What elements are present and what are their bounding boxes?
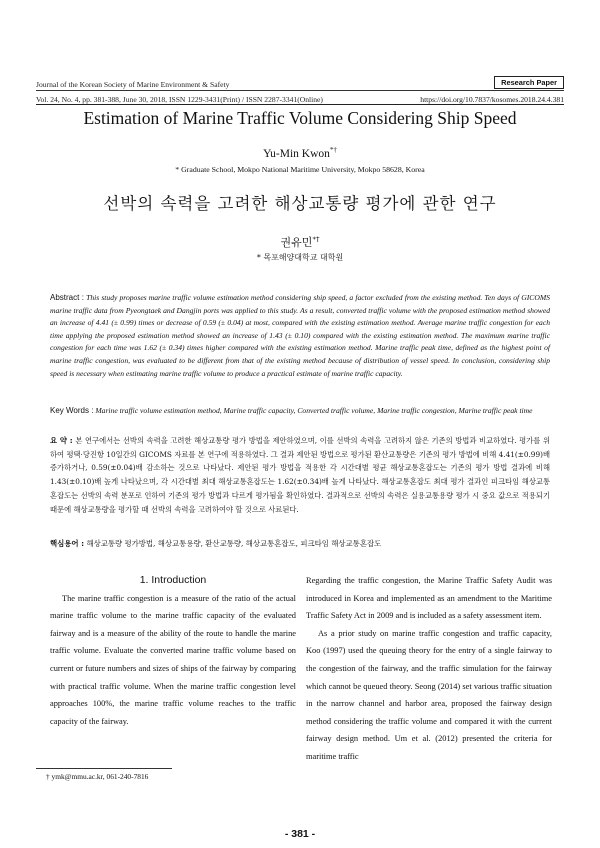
footnote-rule bbox=[36, 768, 172, 769]
author-mark: *† bbox=[329, 146, 337, 154]
korean-keywords-text: 해상교통량 평가방법, 해상교통용량, 환산교통량, 해상교통혼잡도, 피크타임 해상교통혼잡도 bbox=[86, 539, 382, 548]
header-rule bbox=[36, 90, 564, 91]
keywords-label: Key Words : bbox=[50, 406, 94, 415]
abstract-label: Abstract : bbox=[50, 293, 85, 302]
doi-link[interactable]: https://doi.org/10.7837/kosomes.2018.24.4.381 bbox=[420, 95, 564, 104]
author-line bbox=[0, 146, 600, 160]
left-column bbox=[50, 572, 296, 730]
author-name: Yu-Min Kwon bbox=[263, 147, 330, 160]
volume-line: Vol. 24, No. 4, pp. 381-388, June 30, 2018, ISSN 1229-3431(Print) / ISSN 2287-3341(Online) bbox=[36, 95, 323, 104]
journal-name: Journal of the Korean Society of Marine Environment & Safety bbox=[36, 80, 230, 89]
keywords bbox=[50, 406, 550, 415]
body-paragraph: As a prior study on marine traffic congestion and traffic capacity, Koo (1997) used the queuing theory for the entry of a single fairway to the congestion of the fairway, and the traffic simulation for the fairway which cannot be queued theory. Seong (2014) set various traffic situation in the narrow channel and harbor area, proposed the fairway design method considering the traffic volume and compared it with the current fairway design method. Um et al. (2012) presented the criteria for maritime traffic bbox=[306, 628, 552, 761]
korean-keywords-label: 핵심용어 : bbox=[50, 539, 85, 548]
korean-author-line bbox=[0, 234, 600, 250]
korean-author-name: 권유민 bbox=[280, 236, 313, 249]
section-title: 1. Introduction bbox=[139, 574, 207, 586]
research-paper-badge: Research Paper bbox=[494, 76, 564, 89]
keywords-text: Marine traffic volume estimation method, Marine traffic capacity, Converted traffic volume, Marine traffic congestion, Marine traffic peak time bbox=[95, 406, 533, 415]
affiliation: * Graduate School, Mokpo National Maritime University, Mokpo 58628, Korea bbox=[175, 165, 425, 174]
page-number: - 381 - bbox=[284, 828, 316, 840]
body-paragraph: The marine traffic congestion is a measure of the ratio of the actual marine traffic volume to the marine traffic capacity of the evaluated fairway and is a measure of the ability of the route to handle the marine traffic volume. Evaluate the converted marine traffic volume based on current or future numbers and sizes of ships of the fairway by comparing with practical traffic volume. When the marine traffic congestion level approaches 100%, the marine traffic volume reaches to the traffic capacity of the fairway. bbox=[50, 593, 296, 726]
right-column bbox=[306, 572, 552, 766]
korean-affiliation: * 목포해양대학교 대학원 bbox=[256, 253, 344, 262]
paper-title: Estimation of Marine Traffic Volume Considering Ship Speed bbox=[83, 108, 517, 128]
korean-abstract-label: 요 약 : bbox=[50, 436, 73, 445]
korean-abstract bbox=[50, 434, 550, 516]
abstract bbox=[50, 292, 550, 380]
header-rule-thick bbox=[36, 104, 564, 105]
footnote: † ymk@mmu.ac.kr, 061-240-7816 bbox=[46, 772, 149, 781]
korean-title: 선박의 속력을 고려한 해상교통량 평가에 관한 연구 bbox=[103, 194, 497, 213]
abstract-text: This study proposes marine traffic volume estimation method considering ship speed, a factor excluded from the existing method. Ten days of GICOMS marine traffic data from Pyeongtaek and Dangjin ports was applied to this study. As a result, converted traffic volume with the proposed estimation method showed an increase of 4.41 (± 0.99) times or decrease of 0.59 (± 0.04) at most, compared with the existing estimation method. Average marine traffic congestion for each time applying the proposed estimation method showed an increase of 1.43 (± 0.10) compared with the existing estimation method. The maximum marine traffic congestion for each time was 1.62 (± 0.34) times higher compared with the existing estimation method. Marine traffic peak time, defined as the highest point of marine traffic congestion, was evaluated to be different from that of the existing method because of distribution of vessel speed. In conclusion, considering ship speed is necessary when estimating marine traffic volume to produce a practical estimate of marine traffic capacity. bbox=[50, 293, 550, 378]
korean-keywords bbox=[50, 538, 550, 549]
body-paragraph: Regarding the traffic congestion, the Marine Traffic Safety Audit was introduced in Korea and implemented as an amendment to the Maritime Traffic Safety Act in 2009 and is included as a safety assessment item. bbox=[306, 576, 552, 621]
korean-author-mark: *† bbox=[312, 235, 320, 244]
korean-abstract-text: 본 연구에서는 선박의 속력을 고려한 해상교통량 평가 방법을 제안하였으며, 이를 선박의 속력을 고려하지 않은 기존의 방법과 비교하였다. 평가를 위하여 평택·당진항 10일간의 GICOMS 자료를 본 연구에 적용하였다. 그 결과 제안된 방법으로 평가된 환산교통량은 기존의 평가 방법에 비해 4.41(±0.99)배 증가하거나, 0.59(±0.04)배 감소하는 것으로 나타났다. 제안된 평가 방법을 적용한 각 시간대별 평균 해상교통혼잡도는 기존의 평가 방법 결과에 비해 1.43(±0.10)배 높게 나타났으며, 각 시간대별 최대 해상교통혼잡도는 1.62(±0.34)배 높게 나타났다. 해상교통혼잡도 최대 평가 결과인 피크타임 해상교통혼잡도는 선박의 속력 분포로 인하여 기존의 평가 방법과 다르게 평가됨을 확인하였다. 결과적으로 선박의 속력은 실용교통용량 평가 시 중요 값으로 적용되기 때문에 해상교통량을 평가할 때 선박의 속력을 고려하여야 할 것으로 사료된다. bbox=[50, 436, 550, 514]
